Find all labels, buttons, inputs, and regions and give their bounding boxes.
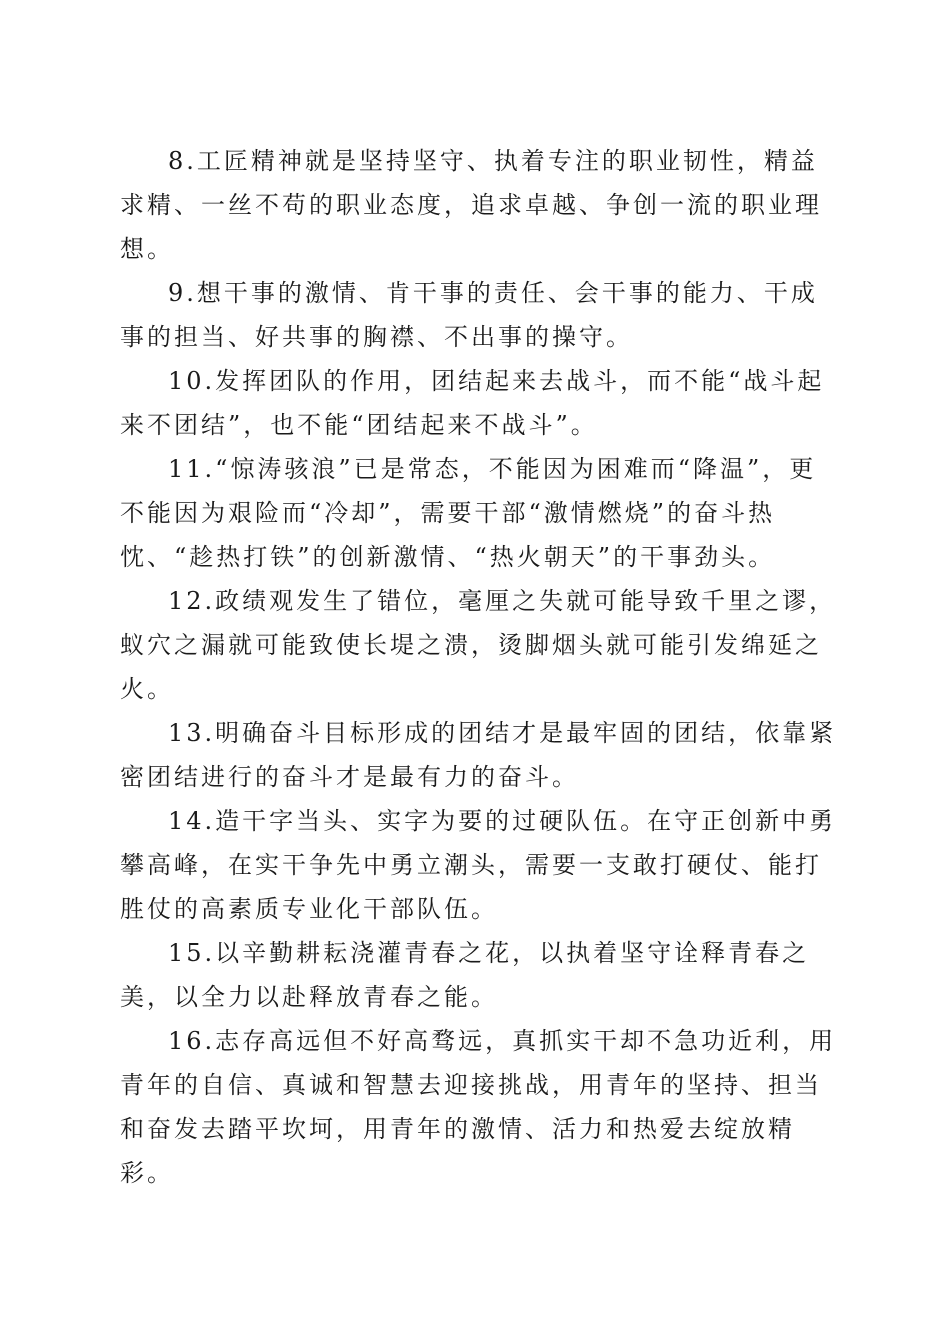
document-body: [120, 139, 842, 1195]
paragraph-12: 12.政绩观发生了错位，毫厘之失就可能导致千里之谬，蚁穴之漏就可能致使长堤之溃，烫脚烟头就可能引发绵延之火。: [120, 587, 837, 703]
paragraph-11: 11.“惊涛骇浪”已是常态，不能因为困难而“降温”，更不能因为艰险而“冷却”，需要干部“激情燃烧”的奋斗热忱、“趁热打铁”的创新激情、“热火朝天”的干事劲头。: [120, 455, 817, 571]
paragraph-10: 10.发挥团队的作用，团结起来去战斗，而不能“战斗起来不团结”，也不能“团结起来不战斗”。: [120, 367, 825, 439]
paragraph-8: 8.工匠精神就是坚持坚守、执着专注的职业韧性，精益求精、一丝不苟的职业态度，追求卓越、争创一流的职业理想。: [120, 147, 822, 263]
paragraph-9: 9.想干事的激情、肯干事的责任、会干事的能力、干成事的担当、好共事的胸襟、不出事的操守。: [120, 279, 818, 351]
paragraph-15: 15.以辛勤耕耘浇灌青春之花，以执着坚守诠释青春之美，以全力以赴释放青春之能。: [120, 939, 810, 1011]
paragraph-14: 14.造干字当头、实字为要的过硬队伍。在守正创新中勇攀高峰，在实干争先中勇立潮头，需要一支敢打硬仗、能打胜仗的高素质专业化干部队伍。: [120, 807, 837, 923]
paragraph-16: 16.志存高远但不好高骛远，真抓实干却不急功近利，用青年的自信、真诚和智慧去迎接挑战，用青年的坚持、担当和奋发去踏平坎坷，用青年的激情、活力和热爱去绽放精彩。: [120, 1027, 837, 1187]
paragraph-13: 13.明确奋斗目标形成的团结才是最牢固的团结，依靠紧密团结进行的奋斗才是最有力的奋斗。: [120, 719, 837, 791]
